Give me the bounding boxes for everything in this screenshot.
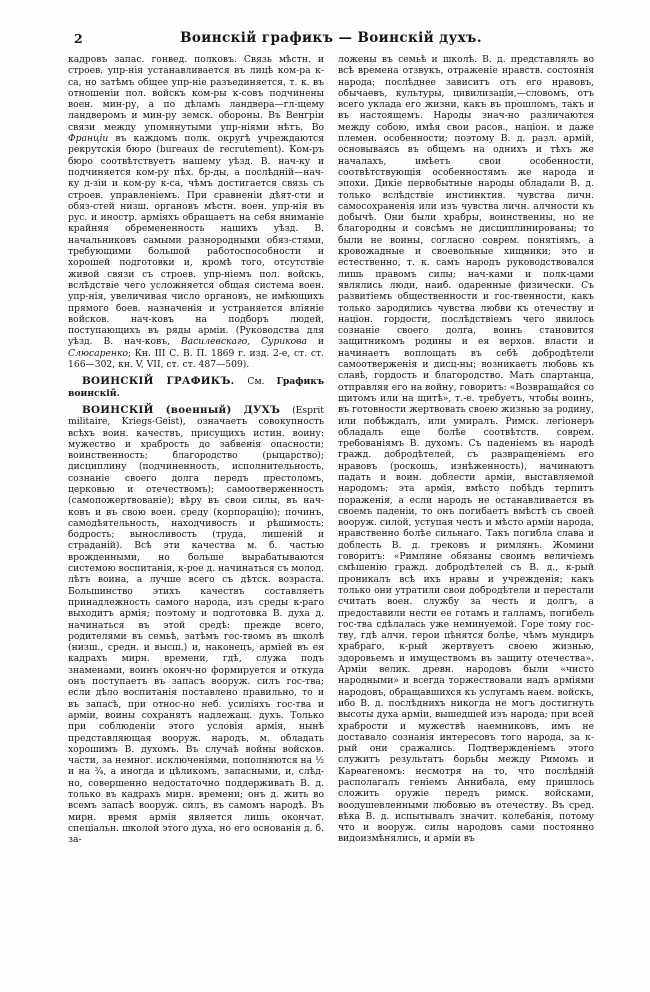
paragraph-continuation-left	[68, 54, 324, 370]
entry-voinskiy-grafik	[68, 376, 324, 399]
entry-reference: Графикъ воинскій.	[68, 376, 324, 399]
paragraph-text: ложены въ семьѣ и школѣ. В. д. представлялъ во всѣ времена отзвукъ, отраженіе нравств. состоянія народа; послѣднее зависитъ отъ его нравовъ, обычаевъ, культуры, цивилизаціи,—словомъ, отъ всего уклада его жизни, какъ въ прошломъ, такъ и въ настоящемъ. Народы знач-но различаются между собою, имѣя свои расов., націон. и даже племен. особенности; поэтому В. д. разл. армій, основываясь въ общемъ на однихъ и тѣхъ же началахъ, имѣетъ свои особенности, соотвѣтствующія особенностямъ же народа и эпохи. Дикіе первобытные народы обладали В. д. только вслѣдствіе инстинктив. чувства личн. самосохраненія или изъ чувства личн. алчности къ добычѣ. Они были храбры, воинственны, но не благородны и совсѣмъ не дисциплинированы; то были не воины, согласно соврем. понятіямъ, а кровожадные и своевольные хищники; это и естественно, т. к. самъ народъ руководствовался лишь правомъ силы; нач-ками и полк-цами являлись люди, наиб. одаренные физически. Съ развитіемъ общественности и гос-твенности, какъ только зародились чувства любви къ отечеству и націон. гордости, послѣдствіемъ чего явилось сознаніе своего долга, воинъ становится защитникомъ родины и ея верхов. власти и начинаетъ воплощать въ себѣ добродѣтели самоотверженія и дисц-ны; возникаетъ любовь къ славѣ, гордость и благородство. Мать спартанца, отправляя его на войну, говоритъ: «Возвращайся со щитомъ или на щитѣ», т.-е. требуетъ, чтобы воинъ, въ готовности жертвовать своею жизнью за родину, или побѣждалъ, или умиралъ. Римск. легіонеръ обладалъ еще болѣе соотвѣтств. соврем. требованіямъ В. духомъ. Съ паденіемъ въ народѣ гражд. добродѣтелей, съ развращеніемъ его нравовъ (роскошь, изнѣженность), начинаютъ падать и воин. доблести арміи, выставляемой народомъ; эта армія, вмѣсто побѣдъ терпитъ пораженія, а если народъ не останавливается въ своемъ паденіи, то онъ погибаетъ вмѣстѣ съ своей вооруж. силой, уступая честь и мѣсто арміи народа, нравственно болѣе сильнаго. Такъ погибла слава и доблесть В. д. грековъ и римлянъ. Жомини говоритъ: «Римляне обязаны своимъ величіемъ смѣшенію гражд. добродѣтелей съ В. д., к-рый проникалъ всѣ ихъ нравы и учрежденія; какъ только они утратили свои добродѣтели и перестали считать воен. службу за честь и долгъ, а предоставили нести ее готамъ и галламъ, погибель гос-тва сдѣлалась уже неминуемой. Горе тому гос-тву, гдѣ алчн. герои цѣнятся болѣе, чѣмъ мундиръ храбраго, к-рый жертвуетъ своею жизнью, здоровьемъ и имуществомъ въ защиту отечества». Арміи велик. древн. народовъ были «чисто народными» и всегда торжествовали надъ арміями народовъ, обращавшихся къ услугамъ наем. войскъ, ибо В. д. послѣднихъ никогда не могъ достигнуть высоты духа арміи, вышедшей изъ народа; при всей храбрости и мужествѣ наемниковъ, имъ не доставало сознанія интересовъ того народа, за к-рый они сражались. Подтвержденіемъ этого служитъ результатъ борьбы между Римомъ и Карѳагеномъ: несмотря на то, что послѣдній располагалъ геніемъ Аннибала, ему пришлось сложить оружіе передъ римск. войсками, воодушевленными любовью въ отечеству. Въ сред. вѣка В. д. испытывалъ значит. колебанія, потому что и вооруж. силы народовъ сами постоянно видоизмѣнялись, и арміи въ	[338, 54, 594, 845]
entry-headword: ВОИНСКІЙ ГРАФИКЪ.	[82, 375, 248, 388]
left-column	[68, 54, 324, 876]
running-title: Воинскій графикъ — Воинскій духъ.	[180, 30, 482, 46]
paragraph-text: и	[306, 336, 324, 348]
paragraph-text: въ каждомъ полк. округѣ учреждаются рекрутскія бюро (bureaux de recrutement). Ком-ръ бюро соотвѣтствуетъ нашему уѣзд. В. нач-ку и подчиняется ком-ру пѣх. бр-ды, а послѣдній—нач-ку д-зіи и ком-ру к-са, чѣмъ достигается связь съ строев. управленіемъ. При сравненіи дѣят-сти и обяз-стей низш. органовъ мѣстн. воен. упр-нія въ рус. и иностр. арміяхъ обращаетъ на себя вниманіе крайняя обремененность нашихъ уѣзд. В. начальниковъ самыми разнородными обяз-стями, требующими большой работоспособности и хорошей подготовки и, кромѣ того, отсутствіе живой связи съ строев. упр-ніемъ пол. войскъ, вслѣдствіе чего усложняется общая система воен. упр-нія, увеличивая число органовъ, не имѣющихъ прямого боев. назначенія и устраняется вліяніе войсков. нач-ковъ на подборъ людей, поступающихъ въ ряды арміи. (Руководства для уѣзд. В. нач-ковъ,	[68, 133, 324, 348]
italic-term-france: Франціи	[68, 133, 109, 145]
paragraph-text: ; Кн. III С. В. П. 1869 г. изд. 2-е, ст. ст. 166—302, кн. V, VII, ст. ст. 487—509).	[68, 347, 324, 371]
text-columns	[68, 54, 594, 992]
page-number: 2	[74, 31, 83, 46]
entry-body-text: (Esprit militaire, Kriegs-Geist), означаетъ совокупность всѣхъ воин. качествъ, присущихъ истин. воину: мужество и храбрость до забвенія опасности; воинственность; благородство (рыцарство); дисциплину (подчиненность, исполнительность, сознаніе своего долга передъ престоломъ, церковью и отечествомъ); самоотверженность (самопожертвованіе); вѣру въ свои силы, въ нач-ковъ и въ свою воен. среду (корпорацію); починъ, самодѣятельность, находчивость и рѣшимость; бодрость; выносливость (труда, лишеній и страданій). Всѣ эти качества м. б. частью врожденными, но больше вырабатываются системою воспитанія, к-рое д. начинаться съ молод. лѣтъ воина, а лучше всего съ дѣтск. возраста. Большинство этихъ качествъ составляетъ принадлежность самого народа, изъ среды к-раго выходитъ армія; поэтому и подготовка В. духа д. начинаться въ этой средѣ: прежде всего, родителями въ семьѣ, затѣмъ гос-твомъ въ школѣ (низш., средн. и высш.) и, наконецъ, арміей въ ея кадрахъ мирн. времени, гдѣ, служа подъ знаменами, воинъ оконч-но формируется и откуда онъ поступаетъ въ запасъ вооруж. силъ гос-тва; если дѣло воспитанія поставлено правильно, то и въ запасѣ, при относ-но неб. усиліяхъ гос-тва и арміи, воины сохранятъ надлежащ. духъ. Только при соблюденіи этого условія армія, нынѣ представляющая вооруж. народъ, м. обладать хорошимъ В. духомъ. Въ случаѣ войны войсков. части, за немног. исключеніями, пополняются на ½ и на ¾, а иногда и цѣликомъ, запасными, и, слѣд-но, совершенно недостаточно поддерживать В. д. только въ кадрахъ мирн. времени; онъ д. жить во всемъ запасѣ вооруж. силъ, въ самомъ народѣ. Въ мирн. время армія является лишь окончат. спеціальн. школой этого духа, но его основанія д. б. за-	[68, 404, 324, 846]
entry-headword: ВОИНСКІЙ (военный) ДУХЪ	[82, 403, 293, 416]
page-header	[68, 30, 594, 48]
italic-author-name: Слюсаренко	[68, 347, 128, 359]
right-column	[338, 54, 594, 876]
entry-see-label: См.	[247, 376, 277, 388]
paragraph-text: кадровъ запас. гонвед. полковъ. Связь мѣстн. и строев. упр-нія устанавливается въ лицѣ ком-ра к-са, но затѣмъ общее упр-ніе разъединяется, т. к. въ отношеніи пол. войскъ ком-ры к-совъ подчинены воен. мин-ру, а по дѣламъ ландвера—гл-щему ландверомъ и мин-ру земск. обороны. Въ Венгріи связи между упомянутыми упр-ніями нѣтъ. Во	[68, 54, 324, 133]
entry-voinskiy-dukh	[68, 405, 324, 846]
paragraph-continuation-right	[338, 54, 594, 845]
italic-author-names: Василевскаго, Сурикова	[180, 336, 307, 348]
